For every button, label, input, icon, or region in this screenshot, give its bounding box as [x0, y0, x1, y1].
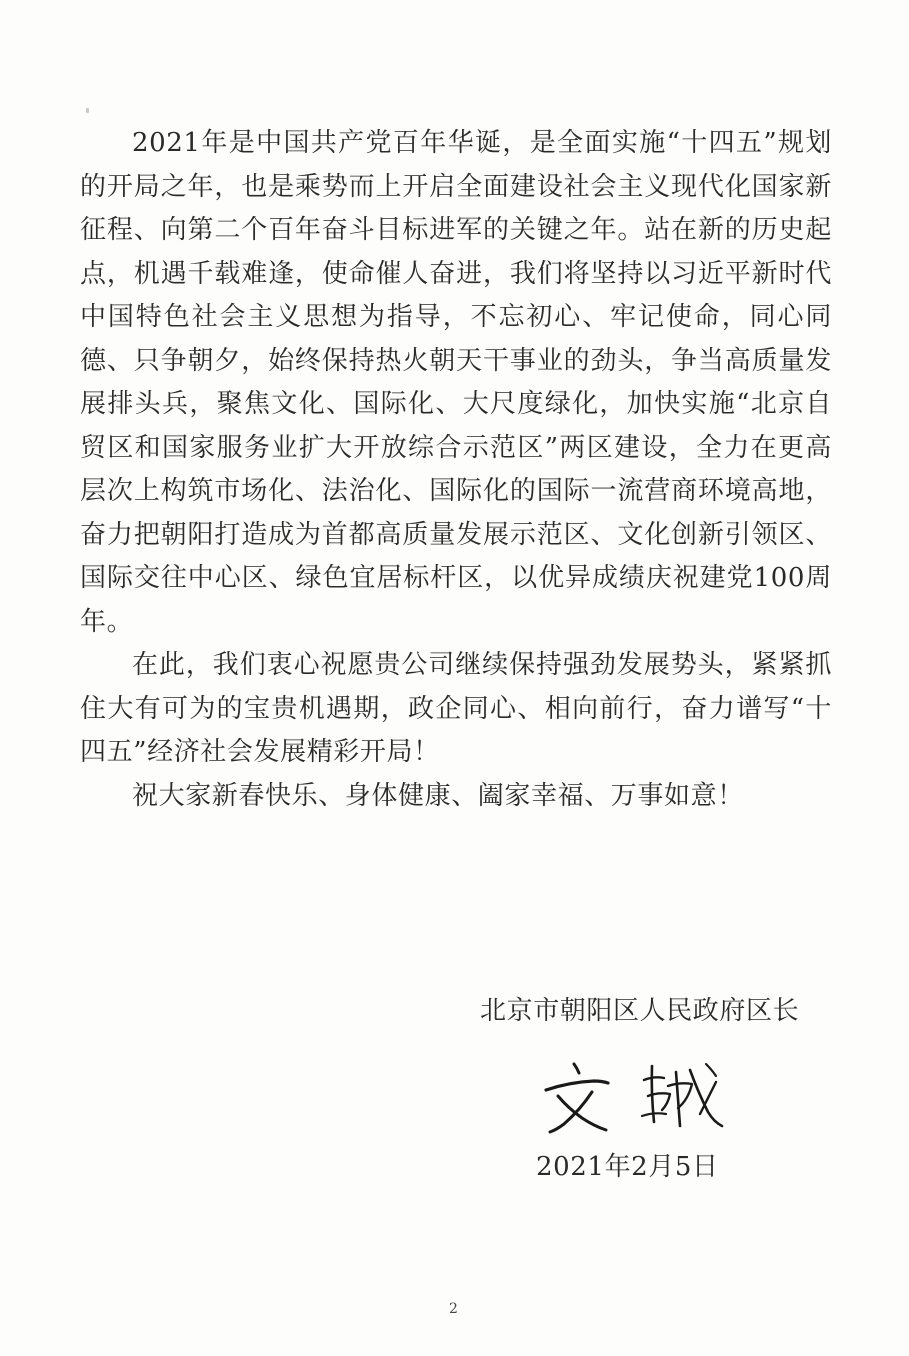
- signer-title: 北京市朝阳区人民政府区长: [480, 996, 800, 1026]
- scan-speck: [86, 108, 89, 113]
- paragraph-2: 在此，我们衷心祝愿贵公司继续保持强劲发展势头，紧紧抓住大有可为的宝贵机遇期，政企同心、相向前行，奋力谱写“十四五”经济社会发展精彩开局！: [80, 650, 832, 767]
- letter-date: 2021年2月5日: [536, 1152, 719, 1182]
- paragraph-3: 祝大家新春快乐、身体健康、阖家幸福、万事如意！: [132, 780, 744, 811]
- handwritten-signature: [530, 1052, 750, 1142]
- page-number: 2: [449, 1301, 458, 1317]
- letter-body: [80, 122, 832, 818]
- paragraph-1: 2021年是中国共产党百年华诞，是全面实施“十四五”规划的开局之年，也是乘势而上开启全面建设社会主义现代化国家新征程、向第二个百年奋斗目标进军的关键之年。站在新的历史起点，机遇千载难逢，使命催人奋进，我们将坚持以习近平新时代中国特色社会主义思想为指导，不忘初心、牢记使命，同心同德、只争朝夕，始终保持热火朝天干事业的劲头，争当高质量发展排头兵，聚焦文化、国际化、大尺度绿化，加快实施“北京自贸区和国家服务业扩大开放综合示范区”两区建设，全力在更高层次上构筑市场化、法治化、国际化的国际一流营商环境高地，奋力把朝阳打造成为首都高质量发展示范区、文化创新引领区、国际交往中心区、绿色宜居标杆区，以优异成绩庆祝建党100周年。: [80, 128, 832, 637]
